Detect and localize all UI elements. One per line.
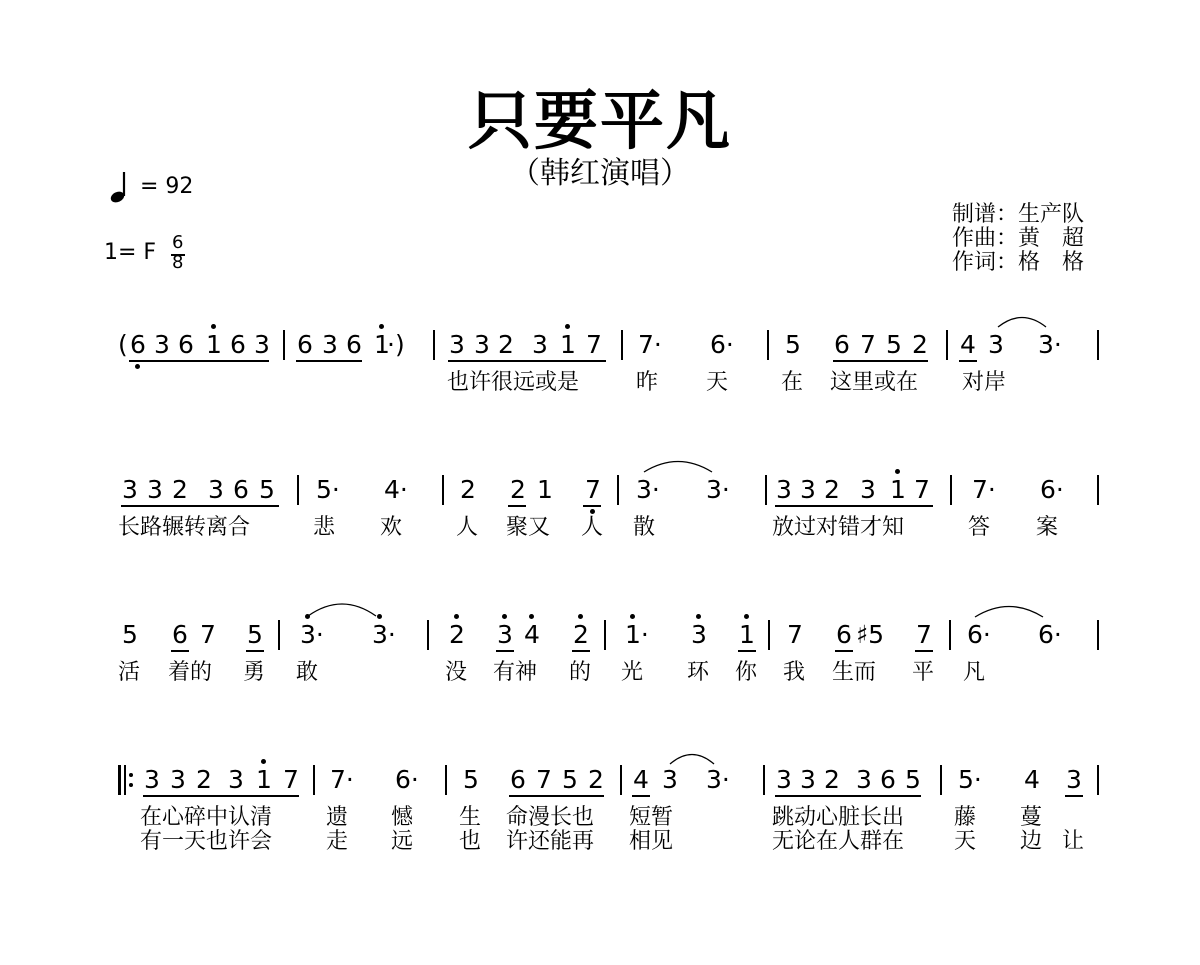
note: 3: [322, 330, 338, 359]
note: 2: [460, 475, 476, 504]
note: 5·: [958, 765, 982, 794]
bar-line: [768, 620, 770, 650]
lyric: 对岸: [962, 370, 1007, 395]
lyric: 放过对错才知: [772, 515, 905, 540]
lyric: 有一天也许会: [140, 829, 273, 854]
octave-dot-high: [744, 614, 749, 619]
note: 2: [510, 475, 526, 504]
note: 2: [172, 475, 188, 504]
note: 6: [880, 765, 896, 794]
tempo-value: = 92: [140, 174, 194, 199]
lyric: 藤: [954, 805, 977, 830]
lyric: 也许很远或是: [447, 370, 580, 395]
note: 3·: [706, 765, 730, 794]
note: (: [118, 330, 128, 359]
octave-dot-high: [529, 614, 534, 619]
lyric: 的: [569, 660, 592, 685]
note: 3: [474, 330, 490, 359]
beam: [572, 650, 590, 652]
note: 1: [890, 475, 906, 504]
quarter-note-icon: [108, 170, 130, 206]
note: 5: [259, 475, 275, 504]
bar-line: [313, 765, 315, 795]
bar-line: [1097, 475, 1099, 505]
lyric: 走: [326, 829, 349, 854]
note: 5: [785, 330, 801, 359]
bar-line: [433, 330, 435, 360]
note: 5·: [316, 475, 340, 504]
note: 3: [147, 475, 163, 504]
lyric: 没: [445, 660, 468, 685]
note: 6·: [710, 330, 734, 359]
note: 7: [860, 330, 876, 359]
note: 6·: [1040, 475, 1064, 504]
note: 3: [154, 330, 170, 359]
time-sig-bottom: 8: [172, 252, 184, 273]
lyric: 生而: [832, 660, 877, 685]
note: 1: [537, 475, 553, 504]
lyric: 许还能再: [506, 829, 595, 854]
note: 3: [1066, 765, 1082, 794]
bar-line: [620, 765, 622, 795]
beam: [833, 360, 928, 362]
tie-arc: [642, 457, 714, 475]
tie-arc: [996, 312, 1048, 330]
octave-dot-high: [502, 614, 507, 619]
note: 3: [860, 475, 876, 504]
lyric: 天: [706, 370, 729, 395]
lyric: 蔓: [1020, 805, 1043, 830]
lyric: 生: [459, 805, 482, 830]
lyric: 着的: [168, 660, 213, 685]
lyric: 在: [781, 370, 804, 395]
lyric: 遗: [326, 805, 349, 830]
bar-line: [442, 475, 444, 505]
note: 6: [178, 330, 194, 359]
note: 7·: [972, 475, 996, 504]
note: 3·: [1038, 330, 1062, 359]
lyric: 也: [459, 829, 482, 854]
lyric: 远: [391, 829, 414, 854]
lyric: 长路辗转离合: [118, 515, 251, 540]
beam: [129, 360, 269, 362]
beam: [246, 650, 264, 652]
octave-dot-high: [211, 324, 216, 329]
lyric: 跳动心脏长出: [772, 805, 905, 830]
lyric: 敢: [296, 660, 319, 685]
note: 2: [588, 765, 604, 794]
credit-lyricist: 作词：格 格: [952, 250, 1085, 275]
lyric: 你: [735, 660, 758, 685]
bar-line: [950, 475, 952, 505]
bar-line: [1097, 330, 1099, 360]
bar-line: [297, 475, 299, 505]
note: 7: [536, 765, 552, 794]
beam: [509, 795, 604, 797]
note: 2: [498, 330, 514, 359]
lyric: 在心碎中认清: [140, 805, 273, 830]
note: 2: [573, 620, 589, 649]
note: 7: [914, 475, 930, 504]
lyric: 答: [968, 515, 991, 540]
note: 3: [122, 475, 138, 504]
lyric: 让: [1062, 829, 1085, 854]
lyric: 光: [621, 660, 644, 685]
octave-dot-low: [590, 509, 595, 514]
bar-line: [763, 765, 765, 795]
note: 3·: [372, 620, 396, 649]
note: 4: [633, 765, 649, 794]
credit-arranger: 制谱：生产队: [952, 202, 1085, 227]
note: 6·: [395, 765, 419, 794]
note: 2: [196, 765, 212, 794]
note: 3: [800, 475, 816, 504]
bar-line: [278, 620, 280, 650]
octave-dot-high: [379, 324, 384, 329]
note: 3: [254, 330, 270, 359]
note: 6: [172, 620, 188, 649]
note: 2: [912, 330, 928, 359]
octave-dot-high: [895, 469, 900, 474]
note: 7: [585, 475, 601, 504]
note: 3: [170, 765, 186, 794]
beam: [583, 505, 601, 507]
note: 1: [256, 765, 272, 794]
note: 3: [776, 765, 792, 794]
tie-arc: [306, 598, 378, 618]
note: 3: [144, 765, 160, 794]
note: 6: [233, 475, 249, 504]
note: 7·: [330, 765, 354, 794]
lyric: 无论在人群在: [772, 829, 905, 854]
note: 2: [824, 765, 840, 794]
beam: [171, 650, 189, 652]
bar-line: [445, 765, 447, 795]
note: 3: [988, 330, 1004, 359]
note: 1: [739, 620, 755, 649]
note: 6: [836, 620, 852, 649]
lyric: 案: [1036, 515, 1059, 540]
beam: [775, 505, 933, 507]
note: 1: [206, 330, 222, 359]
beam: [143, 795, 299, 797]
bar-line: [940, 765, 942, 795]
note: 1: [374, 330, 390, 359]
lyric: 人: [581, 515, 604, 540]
lyric: 憾: [391, 805, 414, 830]
lyric: 人: [456, 515, 479, 540]
beam: [738, 650, 756, 652]
repeat-bar-thick: [118, 765, 121, 795]
lyric: 昨: [636, 370, 659, 395]
beam: [296, 360, 362, 362]
beam: [496, 650, 514, 652]
note: 3: [228, 765, 244, 794]
note: 7·: [638, 330, 662, 359]
bar-line: [765, 475, 767, 505]
beam: [1065, 795, 1083, 797]
note: 3: [800, 765, 816, 794]
note: 3·: [300, 620, 324, 649]
repeat-bar-thin: [124, 765, 126, 795]
tempo-marking: [108, 170, 194, 227]
song-title: 只要平凡: [468, 85, 732, 159]
octave-dot-high: [696, 614, 701, 619]
beam: [632, 795, 650, 797]
note: 2: [449, 620, 465, 649]
note: 7: [787, 620, 803, 649]
note: 6: [297, 330, 313, 359]
note: 6: [510, 765, 526, 794]
lyric: 活: [118, 660, 141, 685]
octave-dot-high: [630, 614, 635, 619]
note: 4: [960, 330, 976, 359]
key-label: 1= F: [104, 240, 157, 265]
beam: [835, 650, 853, 652]
bar-line: [949, 620, 951, 650]
score-row-4: [0, 765, 1200, 965]
note: 6: [346, 330, 362, 359]
lyric: 勇: [243, 660, 266, 685]
note: ♯5: [856, 620, 885, 649]
note: 3: [208, 475, 224, 504]
lyric: 我: [783, 660, 806, 685]
lyric: 这里或在: [830, 370, 919, 395]
octave-dot-high: [454, 614, 459, 619]
note: 6: [834, 330, 850, 359]
note: 3·: [706, 475, 730, 504]
note: 7: [283, 765, 299, 794]
repeat-dot: [129, 783, 133, 787]
note: 6: [230, 330, 246, 359]
tie-arc: [668, 749, 716, 767]
bar-line: [1097, 765, 1099, 795]
time-sig-top: 6: [172, 232, 184, 253]
note: 3: [856, 765, 872, 794]
octave-dot-low: [135, 364, 140, 369]
note: 7: [200, 620, 216, 649]
note: 5: [247, 620, 263, 649]
beam: [508, 505, 526, 507]
note: 3: [776, 475, 792, 504]
note: 5: [562, 765, 578, 794]
lyric: 欢: [380, 515, 403, 540]
bar-line: [767, 330, 769, 360]
note: 5: [905, 765, 921, 794]
beam: [915, 650, 933, 652]
bar-line: [617, 475, 619, 505]
note: 1: [560, 330, 576, 359]
octave-dot-high: [565, 324, 570, 329]
beam: [775, 795, 921, 797]
note: ·): [387, 330, 405, 359]
lyric: 相见: [629, 829, 674, 854]
note: 3·: [636, 475, 660, 504]
note: 4: [524, 620, 540, 649]
lyric: 有神: [493, 660, 538, 685]
lyric: 边: [1020, 829, 1043, 854]
note: 4: [1024, 765, 1040, 794]
note: 3: [449, 330, 465, 359]
note: 2: [824, 475, 840, 504]
lyric: 悲: [313, 515, 336, 540]
bar-line: [1097, 620, 1099, 650]
note: 3: [691, 620, 707, 649]
lyric: 平: [912, 660, 935, 685]
bar-line: [283, 330, 285, 360]
octave-dot-high: [578, 614, 583, 619]
note: 5: [122, 620, 138, 649]
note: 4·: [384, 475, 408, 504]
lyric: 聚又: [506, 515, 551, 540]
note: 1·: [625, 620, 649, 649]
beam: [448, 360, 606, 362]
note: 6·: [1038, 620, 1062, 649]
note: 3: [532, 330, 548, 359]
bar-line: [604, 620, 606, 650]
note: 7: [916, 620, 932, 649]
lyric: 散: [633, 515, 656, 540]
lyric: 环: [687, 660, 710, 685]
tie-arc: [973, 602, 1045, 620]
lyric: 短暂: [629, 805, 674, 830]
credit-composer: 作曲：黄 超: [952, 226, 1085, 251]
note: 5: [463, 765, 479, 794]
bar-line: [427, 620, 429, 650]
note: 3: [662, 765, 678, 794]
note: 3: [497, 620, 513, 649]
bar-line: [946, 330, 948, 360]
beam: [959, 360, 977, 362]
note: 5: [886, 330, 902, 359]
note: 6·: [967, 620, 991, 649]
octave-dot-high: [261, 759, 266, 764]
note: 6: [130, 330, 146, 359]
lyric: 命漫长也: [506, 805, 595, 830]
note: 7: [586, 330, 602, 359]
beam: [121, 505, 279, 507]
song-subtitle: （韩红演唱）: [510, 156, 690, 191]
bar-line: [621, 330, 623, 360]
lyric: 天: [954, 829, 977, 854]
repeat-dot: [129, 773, 133, 777]
lyric: 凡: [963, 660, 986, 685]
key-signature: [104, 232, 184, 331]
